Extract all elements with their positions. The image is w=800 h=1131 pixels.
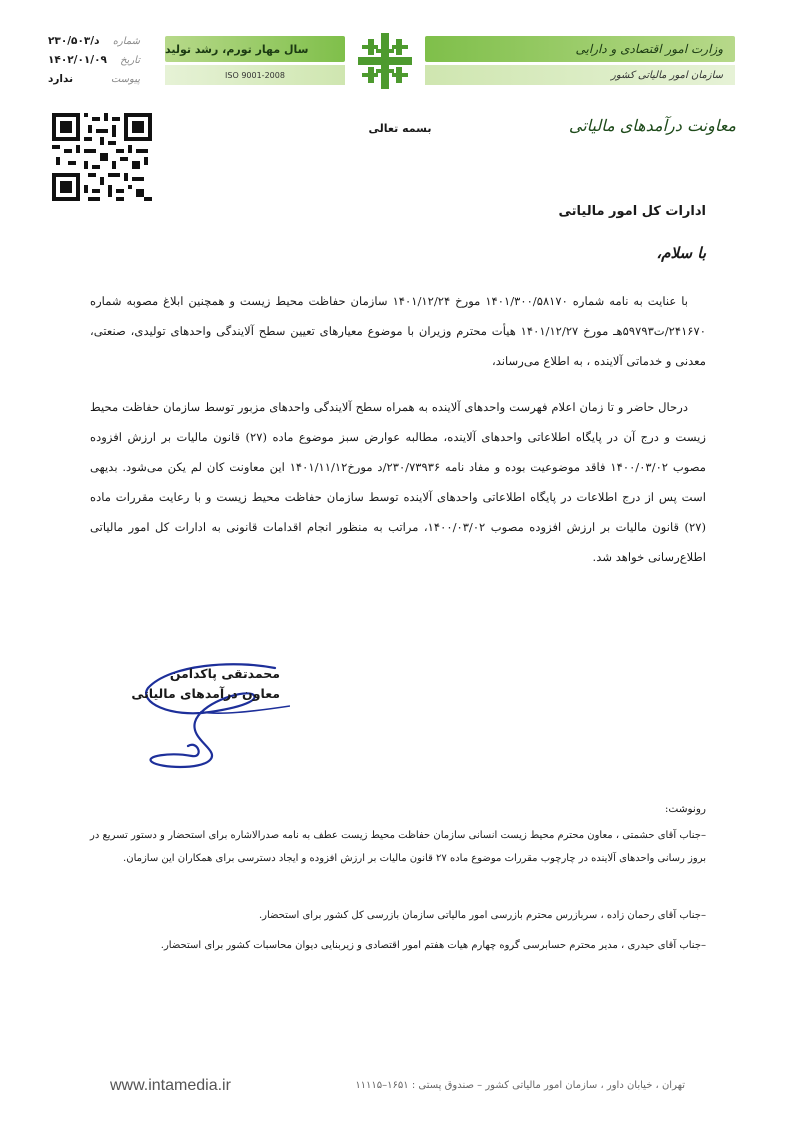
meta-attachment: پیوست ندارد	[48, 73, 140, 85]
iso-label: ISO 9001-2008	[165, 65, 345, 85]
cc-item: –جناب آقای حیدری ، مدیر محترم حسابرسی گروه چهارم هیات هفتم امور اقتصادی و زیربنایی دیوان محاسبات کشور برای استحضار.	[160, 940, 706, 951]
year-slogan: سال مهار تورم، رشد تولید	[165, 36, 345, 62]
qr-code-icon	[52, 113, 152, 201]
signer-title: معاون درآمدهای مالیاتی	[131, 686, 280, 701]
recipient: ادارات کل امور مالیاتی	[558, 204, 706, 219]
paragraph-2: درحال حاضر و تا زمان اعلام فهرست واحدهای آلاینده به همراه سطح آلایندگی واحدهای مزبور توسط سازمان حفاظت محیط زیست و درج آن در پایگاه اطلاعاتی واحدهای آلاینده، مطالبه عوارض سبز موضوع ماده (۲۷) قانون مالیات بر ارزش افزوده مصوب ۱۴۰۰/۰۳/۰۲ فاقد موضوعیت بوده و مفاد نامه ۲۳۰/۷۳۹۳۶/د مورخ۱۴۰۱/۱۱/۱۲ این معاونت کان لم یکن می‌شود. بدیهی است پس از درج اطلاعات در پایگاه اطلاعاتی واحدهای آلاینده توسط سازمان حفاظت محیط زیست و با رعایت مقررات ماده (۲۷) قانون مالیات بر ارزش افزوده مصوب ۱۴۰۰/۰۳/۰۲، مراتب به منظور انجام اقدامات قانونی به ادارات کل امور مالیاتی اطلاع‌رسانی خواهد شد.	[90, 400, 707, 564]
footer-website: www.intamedia.ir	[110, 1077, 231, 1094]
ministry-name: وزارت امور اقتصادی و دارایی	[425, 36, 735, 62]
signer-block	[120, 664, 280, 704]
meta-number: شماره د/۲۳۰/۵۰۳	[48, 35, 140, 47]
organization-emblem-icon	[356, 31, 414, 91]
cc-item: –جناب آقای حشمتی ، معاون محترم محیط زیست انسانی سازمان حفاظت محیط زیست عطف به نامه صدرالاشاره برای استحضار و دستور تسریع در بروز رسانی واحدهای آلاینده در چارچوب مقررات موضوع ماده ۲۷ قانون مالیات بر ارزش افزوده و ایجاد دسترسی برای همکاران این سازمان.	[90, 830, 706, 864]
cc-item: –جناب آقای رحمان زاده ، سربازرس محترم بازرسی امور مالیاتی سازمان بازرسی کل کشور برای استحضار.	[258, 910, 706, 921]
salutation: با سلام،	[656, 244, 706, 262]
bismillah: بسمه تعالی	[368, 122, 432, 135]
organization-name: سازمان امور مالیاتی کشور	[425, 65, 735, 85]
paragraph-1: با عنایت به نامه شماره ۱۴۰۱/۳۰۰/۵۸۱۷۰ مورخ ۱۴۰۱/۱۲/۲۴ سازمان حفاظت محیط زیست و همچنین ابلاغ مصوبه شماره ۲۴۱۶۷۰/ت۵۹۷۹۳هـ مورخ ۱۴۰۱/۱۲/۲۷ هیأت محترم وزیران با موضوع معیارهای تعیین سطح آلایندگی واحدهای تولیدی، صنعتی، معدنی و خدماتی آلاینده ، به اطلاع می‌رساند،	[90, 294, 706, 368]
letter-meta	[48, 32, 140, 89]
meta-date: تاریخ ۱۴۰۲/۰۱/۰۹	[48, 54, 140, 66]
slogan-banner	[165, 36, 345, 90]
deputy-title: معاونت درآمدهای مالیاتی	[568, 116, 736, 135]
ministry-banner	[425, 36, 735, 90]
signer-name: محمدتقی پاکدامن	[169, 666, 280, 681]
footer-address: تهران ، خیابان داور ، سازمان امور مالیاتی کشور – صندوق پستی : ۱۶۵۱–۱۱۱۱۵	[355, 1080, 685, 1091]
cc-title: رونوشت:	[664, 803, 706, 815]
